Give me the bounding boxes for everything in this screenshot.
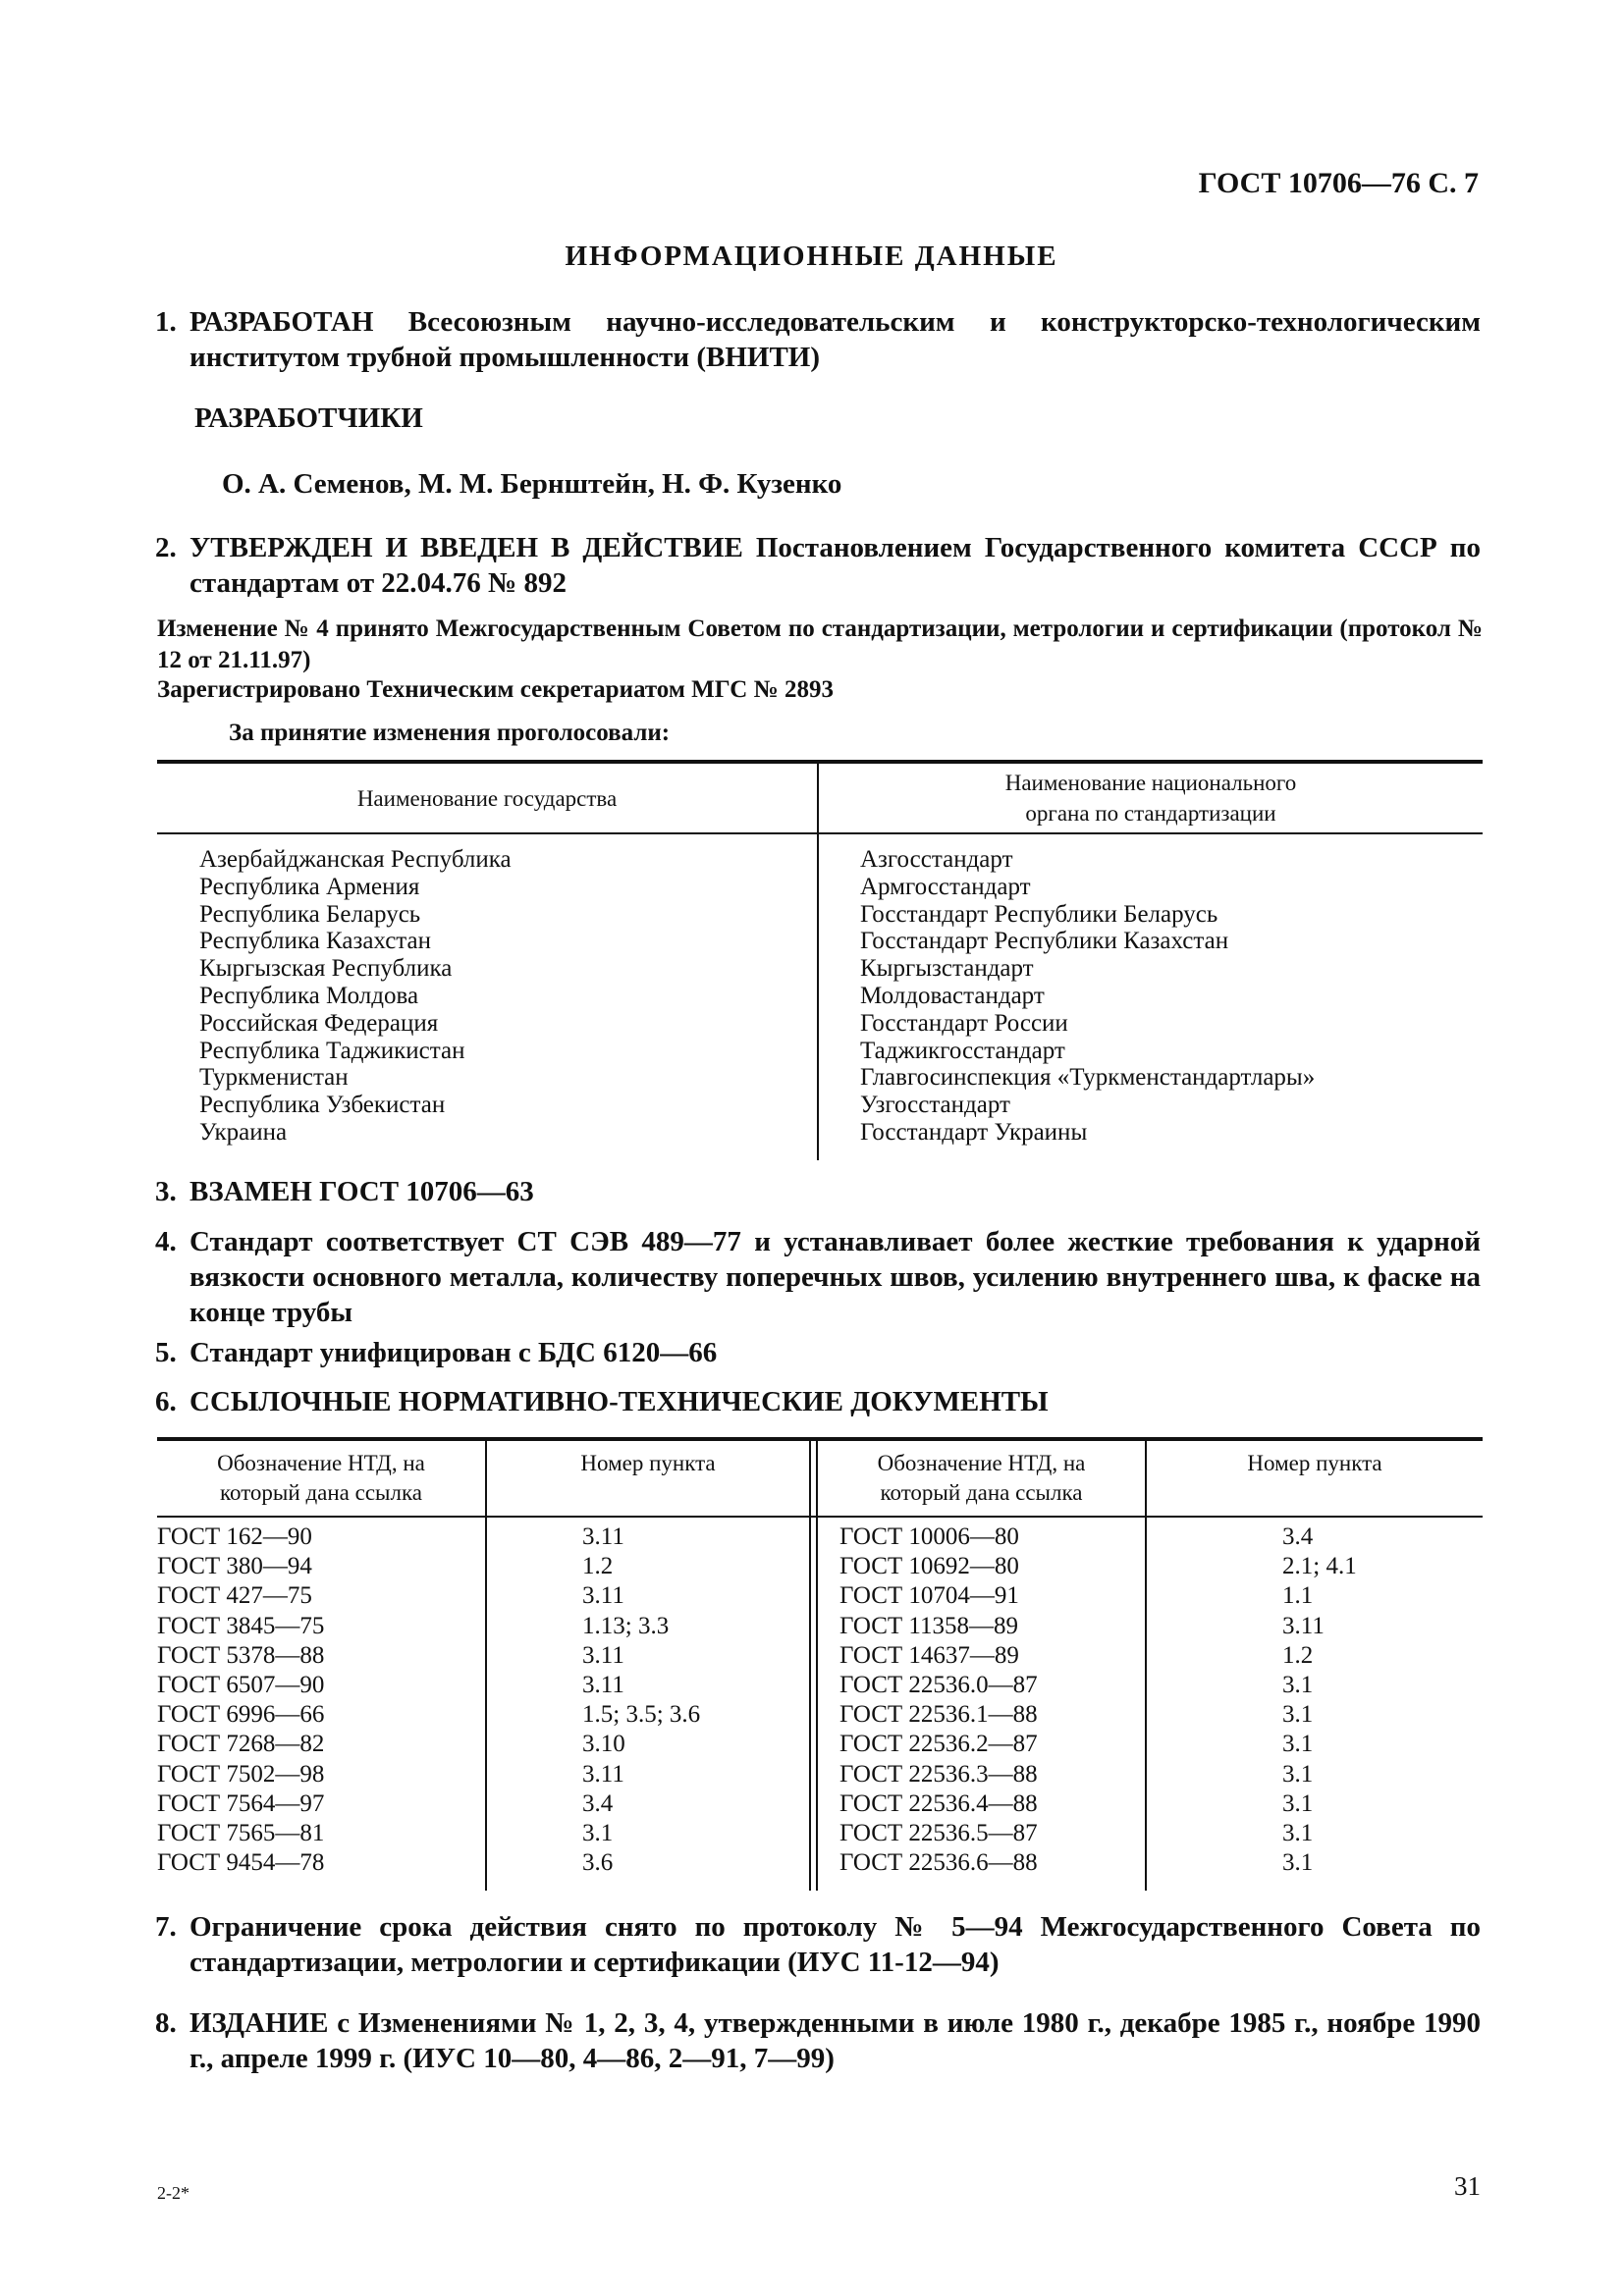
- ref-point: 3.1: [1282, 1731, 1314, 1758]
- ref-point: 3.1: [1282, 1849, 1314, 1877]
- state-name: Республика Казахстан: [199, 928, 431, 955]
- item-1: [155, 304, 1481, 375]
- state-name: Украина: [199, 1118, 288, 1146]
- item-2: [155, 530, 1481, 601]
- state-name: Российская Федерация: [199, 1009, 439, 1037]
- ref-doc: ГОСТ 427—75: [157, 1582, 312, 1610]
- item-number: 6.: [155, 1386, 177, 1417]
- ref-point: 3.10: [582, 1731, 625, 1758]
- ref-points-right: [1282, 1522, 1357, 1878]
- page-header-code: ГОСТ 10706—76 С. 7: [1198, 167, 1479, 199]
- body-name: Таджикгосстандарт: [860, 1037, 1065, 1064]
- table-column-divider: [1145, 1439, 1147, 1891]
- item-number: 7.: [155, 1911, 177, 1943]
- developers-heading: РАЗРАБОТЧИКИ: [194, 402, 423, 434]
- ref-points-left: [582, 1522, 700, 1878]
- point-col-header-right: Номер пункта: [1247, 1451, 1382, 1475]
- states-col-header: Наименование государства: [356, 786, 618, 811]
- item-text: РАЗРАБОТАН Всесоюзным научно-исследовательским и конструкторско-технологическим институтом трубной промышленности (ВНИТИ): [189, 306, 1481, 373]
- state-name: Республика Узбекистан: [199, 1092, 446, 1119]
- ref-point: 1.1: [1282, 1582, 1314, 1610]
- ref-point: 3.1: [1282, 1820, 1314, 1847]
- state-name: Республика Молдова: [199, 982, 419, 1009]
- body-name: Госстандарт Республики Казахстан: [860, 928, 1229, 955]
- ref-doc: ГОСТ 11358—89: [839, 1612, 1018, 1639]
- item-number: 8.: [155, 2007, 177, 2039]
- state-name: Республика Таджикистан: [199, 1037, 465, 1064]
- state-name: Азербайджанская Республика: [199, 846, 512, 873]
- ref-point: 3.11: [582, 1641, 624, 1669]
- item-text: Ограничение срока действия снято по протоколу № 5—94 Межгосударственного Совета по стандартизации, метрологии и сертификации (ИУС 11-12—94): [189, 1911, 1481, 1978]
- voted-note: За принятие изменения проголосовали:: [229, 720, 671, 746]
- item-3: [155, 1174, 1481, 1209]
- body-name: Госстандарт Республики Беларусь: [860, 900, 1218, 928]
- ref-point: 2.1; 4.1: [1282, 1553, 1357, 1580]
- item-7: [155, 1909, 1481, 1980]
- item-number: 5.: [155, 1337, 177, 1368]
- bodies-col-header: Наименование национального органа по стандартизации: [1004, 771, 1297, 826]
- body-name: Молдовастандарт: [860, 982, 1045, 1009]
- ref-doc: ГОСТ 7268—82: [157, 1731, 325, 1758]
- ref-point: 3.11: [582, 1672, 624, 1699]
- item-4: [155, 1224, 1481, 1330]
- ref-point: 1.2: [582, 1553, 614, 1580]
- table-column-divider: [485, 1439, 487, 1891]
- doc-col-header-right: Обозначение НТД, на который дана ссылка: [877, 1451, 1086, 1505]
- bodies-list: [860, 846, 1315, 1147]
- ref-doc: ГОСТ 9454—78: [157, 1849, 325, 1877]
- item-text: Стандарт соответствует СТ СЭВ 489—77 и устанавливает более жесткие требования к ударной вязкости основного металла, количеству поперечных швов, усилению внутреннего шва, к фаске на конце трубы: [189, 1226, 1481, 1328]
- footer-sheet-mark: 2-2*: [157, 2183, 189, 2203]
- body-name: Кыргызстандарт: [860, 955, 1034, 983]
- ref-point: 3.1: [1282, 1672, 1314, 1699]
- ref-doc: ГОСТ 7564—97: [157, 1789, 325, 1817]
- developers-list: О. А. Семенов, М. М. Бернштейн, Н. Ф. Кузенко: [222, 468, 842, 500]
- ref-doc: ГОСТ 5378—88: [157, 1641, 325, 1669]
- item-text: ВЗАМЕН ГОСТ 10706—63: [189, 1176, 534, 1207]
- ref-doc: ГОСТ 22536.1—88: [839, 1701, 1038, 1729]
- ref-doc: ГОСТ 14637—89: [839, 1641, 1019, 1669]
- table-rule: [157, 832, 1483, 834]
- item-8: [155, 2005, 1481, 2076]
- item-number: 4.: [155, 1226, 177, 1257]
- body-name: Главгосинспекция «Туркменстандартлары»: [860, 1064, 1316, 1092]
- document-title: ИНФОРМАЦИОННЫЕ ДАННЫЕ: [565, 240, 1058, 272]
- body-name: Госстандарт России: [860, 1009, 1068, 1037]
- item-6: [155, 1384, 1481, 1419]
- item-text: ССЫЛОЧНЫЕ НОРМАТИВНО-ТЕХНИЧЕСКИЕ ДОКУМЕНТЫ: [189, 1386, 1049, 1417]
- item-number: 2.: [155, 532, 177, 563]
- ref-point: 3.1: [1282, 1701, 1314, 1729]
- table-rule: [157, 760, 1483, 764]
- state-name: Туркменистан: [199, 1064, 349, 1092]
- ref-doc: ГОСТ 10704—91: [839, 1582, 1019, 1610]
- ref-doc: ГОСТ 6996—66: [157, 1701, 325, 1729]
- ref-doc: ГОСТ 10692—80: [839, 1553, 1019, 1580]
- ref-doc: ГОСТ 22536.5—87: [839, 1820, 1038, 1847]
- state-name: Кыргызская Республика: [199, 955, 453, 983]
- ref-docs-left: [157, 1522, 324, 1878]
- ref-doc: ГОСТ 22536.0—87: [839, 1672, 1038, 1699]
- body-name: Госстандарт Украины: [860, 1118, 1088, 1146]
- ref-doc: ГОСТ 3845—75: [157, 1612, 325, 1639]
- ref-doc: ГОСТ 7502—98: [157, 1760, 325, 1788]
- registered-note: Зарегистрировано Техническим секретариатом МГС № 2893: [157, 676, 834, 703]
- ref-doc: ГОСТ 6507—90: [157, 1672, 325, 1699]
- states-list: [199, 846, 512, 1147]
- ref-point: 3.4: [582, 1789, 614, 1817]
- ref-doc: ГОСТ 22536.4—88: [839, 1789, 1038, 1817]
- item-number: 3.: [155, 1176, 177, 1207]
- ref-doc: ГОСТ 22536.2—87: [839, 1731, 1038, 1758]
- page-number: 31: [1454, 2171, 1481, 2201]
- item-5: [155, 1335, 1481, 1370]
- item-text: УТВЕРЖДЕН И ВВЕДЕН В ДЕЙСТВИЕ Постановлением Государственного комитета СССР по стандартам от 22.04.76 № 892: [189, 532, 1481, 599]
- item-number: 1.: [155, 306, 177, 338]
- item-text: Стандарт унифицирован с БДС 6120—66: [189, 1337, 718, 1368]
- ref-point: 1.13; 3.3: [582, 1612, 670, 1639]
- change-note: Изменение № 4 принято Межгосударственным Советом по стандартизации, метрологии и сертификации (протокол № 12 от 21.11.97): [157, 615, 1483, 673]
- ref-point: 3.4: [1282, 1523, 1314, 1550]
- ref-doc: ГОСТ 22536.3—88: [839, 1760, 1038, 1788]
- ref-docs-right: [839, 1522, 1038, 1878]
- ref-doc: ГОСТ 22536.6—88: [839, 1849, 1038, 1877]
- body-name: Армгосстандарт: [860, 873, 1031, 900]
- ref-point: 3.6: [582, 1849, 614, 1877]
- ref-point: 3.1: [1282, 1789, 1314, 1817]
- state-name: Республика Беларусь: [199, 900, 421, 928]
- ref-doc: ГОСТ 162—90: [157, 1523, 312, 1550]
- ref-point: 1.5; 3.5; 3.6: [582, 1701, 701, 1729]
- ref-point: 1.2: [1282, 1641, 1314, 1669]
- ref-point: 3.11: [582, 1760, 624, 1788]
- ref-doc: ГОСТ 10006—80: [839, 1523, 1019, 1550]
- doc-col-header-left: Обозначение НТД, на который дана ссылка: [217, 1451, 425, 1505]
- body-name: Узгосстандарт: [860, 1092, 1010, 1119]
- table-rule: [157, 1516, 1483, 1518]
- ref-point: 3.1: [1282, 1760, 1314, 1788]
- ref-point: 3.1: [582, 1820, 614, 1847]
- state-name: Республика Армения: [199, 873, 420, 900]
- table-double-divider: [809, 1439, 811, 1891]
- ref-point: 3.11: [582, 1582, 624, 1610]
- body-name: Азгосстандарт: [860, 846, 1013, 873]
- ref-point: 3.11: [1282, 1612, 1325, 1639]
- ref-point: 3.11: [582, 1523, 624, 1550]
- ref-doc: ГОСТ 380—94: [157, 1553, 312, 1580]
- point-col-header-left: Номер пункта: [580, 1451, 716, 1475]
- table-rule: [157, 1437, 1483, 1441]
- ref-doc: ГОСТ 7565—81: [157, 1820, 325, 1847]
- item-text: ИЗДАНИЕ с Изменениями № 1, 2, 3, 4, утвержденными в июле 1980 г., декабре 1985 г., ноябре 1990 г., апреле 1999 г. (ИУС 10—80, 4—86, 2—91, 7—99): [189, 2007, 1481, 2074]
